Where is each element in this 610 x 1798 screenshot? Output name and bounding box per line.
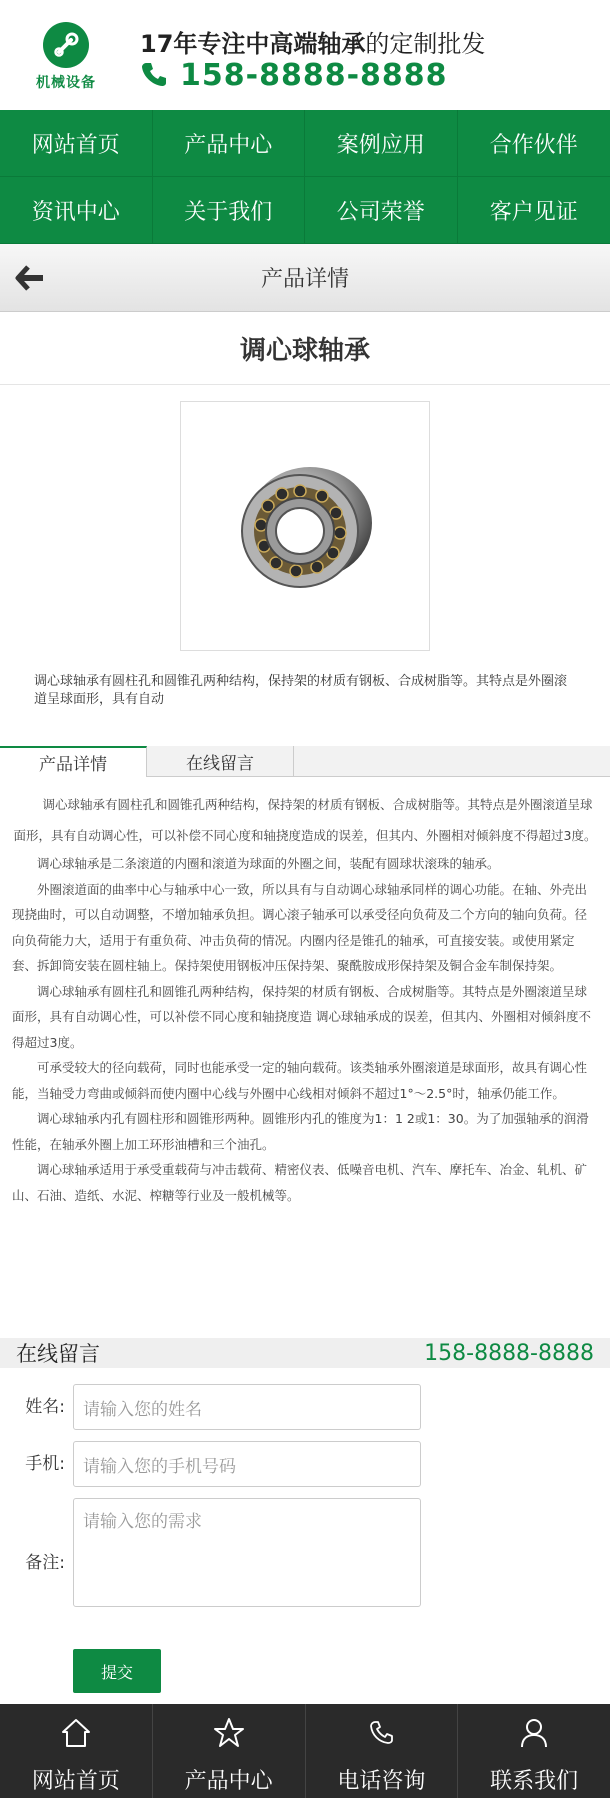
- name-label: 姓名:: [25, 1397, 65, 1417]
- back-arrow-icon[interactable]: [14, 262, 46, 294]
- content-paragraph: 外圈滚道面的曲率中心与轴承中心一致，所以具有与自动调心球轴承同样的调心功能。在轴、外壳出现挠曲时，可以自动调整，不增加轴承负担。调心滚子轴承可以承受径向负荷及二个方向的轴向负荷。径向负荷能力大，适用于有重负荷、冲击负荷的情况。内圈内径是锥孔的轴承，可直接安装。或使用紧定套、拆卸筒安装在圆柱轴上。保持架使用钢板冲压保持架、聚酰胺成形保持架及铜合金车制保持架。: [12, 881, 588, 973]
- tab-online-message[interactable]: 在线留言: [147, 746, 294, 777]
- message-title: 在线留言: [16, 1342, 100, 1366]
- message-phone[interactable]: 158-8888-8888: [424, 1340, 594, 1366]
- bottom-nav: [0, 1704, 610, 1798]
- footer-label: 产品中心: [184, 1769, 273, 1794]
- content-paragraph: 调心球轴承有圆柱孔和圆锥孔两种结构，保持架的材质有钢板、合成树脂等。其特点是外圈滚道呈球面形，具有自动调心性，可以补偿不同心度和轴挠度造 调心球轴承成的误差，但其内、外圈相对倾斜度不得超过3度。: [12, 983, 591, 1050]
- nav-item-partners[interactable]: 合作伙伴: [458, 110, 610, 177]
- logo-text: 机械设备: [36, 75, 96, 91]
- detail-tabs: [0, 746, 610, 777]
- hotline-number: 158-8888-8888: [180, 58, 448, 93]
- footer-item-contact[interactable]: [458, 1704, 610, 1798]
- footer-item-call[interactable]: [306, 1704, 459, 1798]
- content-paragraph: 调心球轴承适用于承受重载荷与冲击载荷、精密仪表、低噪音电机、汽车、摩托车、冶金、轧机、矿山、石油、造纸、水泥、榨糖等行业及一般机械等。: [12, 1162, 588, 1203]
- page-title: 产品详情: [260, 267, 349, 292]
- wrench-icon: [43, 22, 89, 68]
- name-input[interactable]: 请输入您的姓名: [73, 1384, 421, 1430]
- nav-item-products[interactable]: 产品中心: [153, 110, 306, 177]
- site-header: [0, 0, 610, 110]
- nav-item-home[interactable]: 网站首页: [0, 110, 153, 177]
- phone-label: 手机:: [25, 1454, 65, 1474]
- nav-item-about[interactable]: 关于我们: [153, 177, 306, 244]
- product-summary: 调心球轴承有圆柱孔和圆锥孔两种结构，保持架的材质有钢板、合成树脂等。其特点是外圈滚道呈球面形，具有自动: [34, 674, 568, 707]
- note-label: 备注:: [25, 1553, 65, 1573]
- nav-item-honors[interactable]: 公司荣誉: [305, 177, 458, 244]
- logo[interactable]: [30, 22, 102, 92]
- bearing-image: [230, 451, 380, 601]
- footer-label: 电话咨询: [337, 1769, 426, 1794]
- phone-icon: [140, 60, 168, 92]
- page-title-bar: [0, 244, 610, 312]
- user-icon: [517, 1716, 551, 1754]
- slogan-rest: 的定制批发: [365, 30, 486, 58]
- hotline[interactable]: [140, 58, 448, 93]
- main-nav: [0, 110, 610, 244]
- star-icon: [212, 1716, 246, 1754]
- product-description: [0, 777, 610, 1338]
- tab-product-detail[interactable]: 产品详情: [0, 746, 147, 777]
- content-paragraph: 可承受较大的径向载荷，同时也能承受一定的轴向载荷。该类轴承外圈滚道是球面形，故具有调心性能，当轴受力弯曲或倾斜而使内圈中心线与外圈中心线相对倾斜不超过1°～2.5°时，轴承仍能工作。: [12, 1060, 588, 1101]
- submit-button[interactable]: 提交: [73, 1649, 161, 1693]
- nav-item-cases[interactable]: 案例应用: [305, 110, 458, 177]
- content-paragraph: 调心球轴承有圆柱孔和圆锥孔两种结构，保持架的材质有钢板、合成树脂等。其特点是外圈滚道呈球面形，具有自动调心性，可以补偿不同心度和轴挠度造成的误差，但其内、外圈相对倾斜度不得超过3度。: [13, 797, 597, 843]
- content-paragraph: 调心球轴承是二条滚道的内圈和滚道为球面的外圈之间，装配有圆球状滚珠的轴承。: [37, 856, 500, 871]
- footer-item-products[interactable]: [153, 1704, 306, 1798]
- note-textarea[interactable]: 请输入您的需求: [73, 1498, 421, 1607]
- nav-item-testimonials[interactable]: 客户见证: [458, 177, 610, 244]
- footer-item-home[interactable]: [0, 1704, 153, 1798]
- message-section-header: [0, 1338, 610, 1368]
- phone-icon: [364, 1716, 398, 1754]
- product-title: 调心球轴承: [0, 312, 610, 385]
- footer-label: 网站首页: [31, 1769, 120, 1794]
- slogan-bold: 17年专注中高端轴承: [140, 30, 366, 58]
- footer-label: 联系我们: [490, 1769, 579, 1794]
- phone-input[interactable]: 请输入您的手机号码: [73, 1441, 421, 1487]
- message-form: [0, 1368, 610, 1693]
- nav-item-news[interactable]: 资讯中心: [0, 177, 153, 244]
- home-icon: [59, 1716, 93, 1754]
- content-paragraph: 调心球轴承内孔有圆柱形和圆锥形两种。圆锥形内孔的锥度为1：1 2或1：30。为了加强轴承的润滑性能，在轴承外圈上加工环形油槽和三个油孔。: [12, 1111, 589, 1152]
- product-image: [180, 401, 430, 651]
- slogan: [140, 24, 485, 59]
